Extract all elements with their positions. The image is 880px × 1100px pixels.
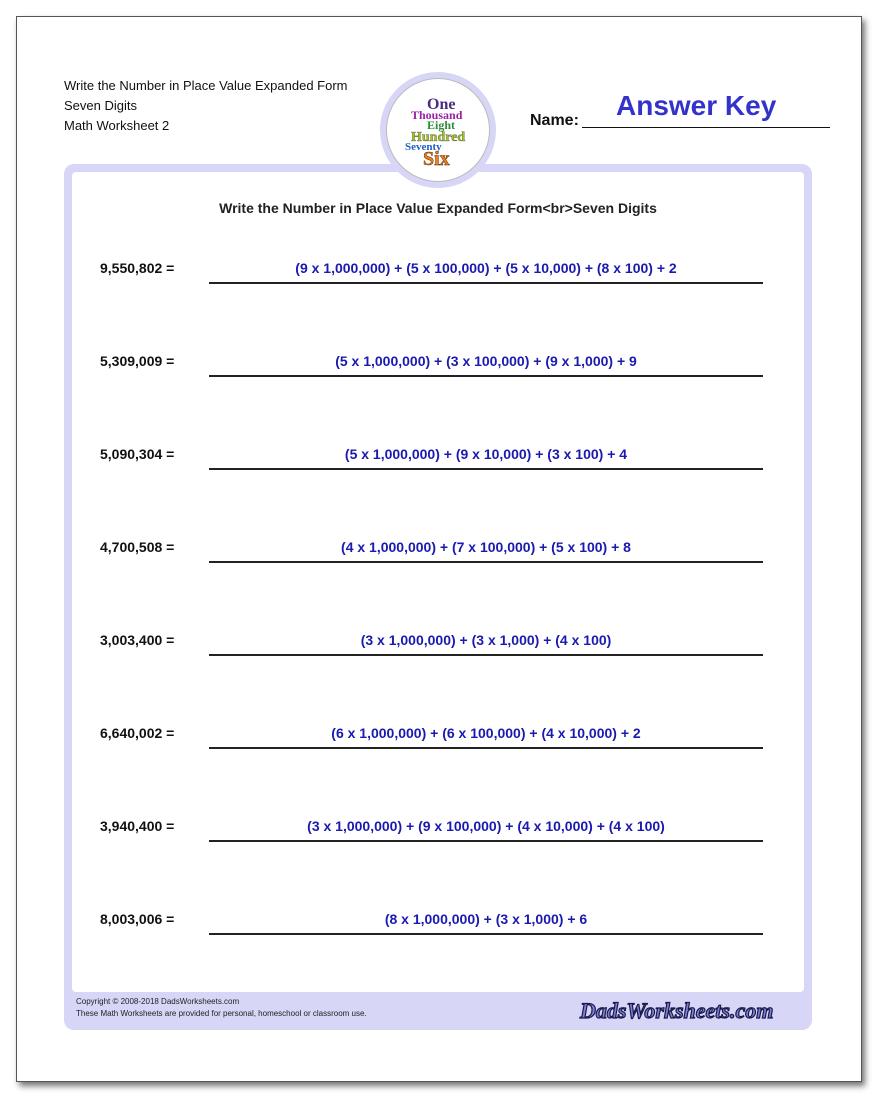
problem-answer: (8 x 1,000,000) + (3 x 1,000) + 6 [384, 911, 588, 927]
answer-line [209, 282, 763, 284]
problem-answer: (5 x 1,000,000) + (3 x 100,000) + (9 x 1,000) + 9 [335, 353, 637, 369]
answer-line [209, 654, 763, 656]
problem-answer: (9 x 1,000,000) + (5 x 100,000) + (5 x 10,000) + (8 x 100) + 2 [295, 260, 677, 276]
problem-number: 8,003,006 = [100, 911, 175, 927]
answer-line [209, 840, 763, 842]
logo-word-eight: Eight [427, 118, 456, 132]
problem-answer: (5 x 1,000,000) + (9 x 10,000) + (3 x 100) + 4 [344, 446, 628, 462]
logo-word-seventy: Seventy [405, 141, 442, 153]
problem-row [72, 428, 804, 468]
worksheet-title: Write the Number in Place Value Expanded Form<br>Seven Digits [219, 200, 657, 216]
answer-line [209, 468, 763, 470]
problem-number: 5,309,009 = [100, 353, 175, 369]
header-subtitle: Seven Digits [64, 98, 137, 113]
header-title: Write the Number in Place Value Expanded Form [64, 78, 348, 93]
problem-number: 5,090,304 = [100, 446, 175, 462]
answer-line [209, 561, 763, 563]
problem-answer: (6 x 1,000,000) + (6 x 100,000) + (4 x 10,000) + 2 [331, 725, 641, 741]
answer-key-label: Answer Key [616, 90, 777, 121]
problem-number: 3,940,400 = [100, 818, 175, 834]
problem-row [72, 800, 804, 840]
logo-word-hundred: Hundred [411, 130, 466, 145]
copyright-text: Copyright © 2008-2018 DadsWorksheets.com [76, 997, 240, 1006]
answer-line [209, 375, 763, 377]
worksheet-panel [64, 164, 812, 1030]
dadsworksheets-logo [578, 994, 798, 1026]
problem-row [72, 707, 804, 747]
logo-word-one: One [427, 96, 456, 113]
problems-area [72, 172, 804, 992]
usage-notice: These Math Worksheets are provided for personal, homeschool or classroom use. [76, 1009, 367, 1018]
logo-word-six: Six [423, 148, 450, 170]
name-field [530, 90, 830, 130]
number-words-logo [380, 72, 496, 188]
brand-logo-text: DadsWorksheets.com [580, 998, 774, 1023]
number-words-logo-art [387, 79, 491, 183]
problem-answer: (3 x 1,000,000) + (3 x 1,000) + (4 x 100) [360, 632, 612, 648]
name-label: Name: [530, 112, 579, 129]
answer-line [209, 933, 763, 935]
problem-row [72, 614, 804, 654]
problem-number: 3,003,400 = [100, 632, 175, 648]
footer [76, 996, 367, 1020]
worksheet-header [64, 76, 348, 136]
header-worksheet-number: Math Worksheet 2 [64, 118, 170, 133]
problem-row [72, 242, 804, 282]
problem-row [72, 521, 804, 561]
problem-number: 6,640,002 = [100, 725, 175, 741]
problem-answer: (4 x 1,000,000) + (7 x 100,000) + (5 x 100) + 8 [341, 539, 631, 555]
problem-number: 4,700,508 = [100, 539, 175, 555]
answer-line [209, 747, 763, 749]
problem-answer: (3 x 1,000,000) + (9 x 100,000) + (4 x 10,000) + (4 x 100) [307, 818, 665, 834]
problem-row [72, 893, 804, 933]
logo-word-thousand: Thousand [411, 108, 463, 122]
name-underline [582, 127, 830, 128]
problem-row [72, 335, 804, 375]
problem-number: 9,550,802 = [100, 260, 175, 276]
